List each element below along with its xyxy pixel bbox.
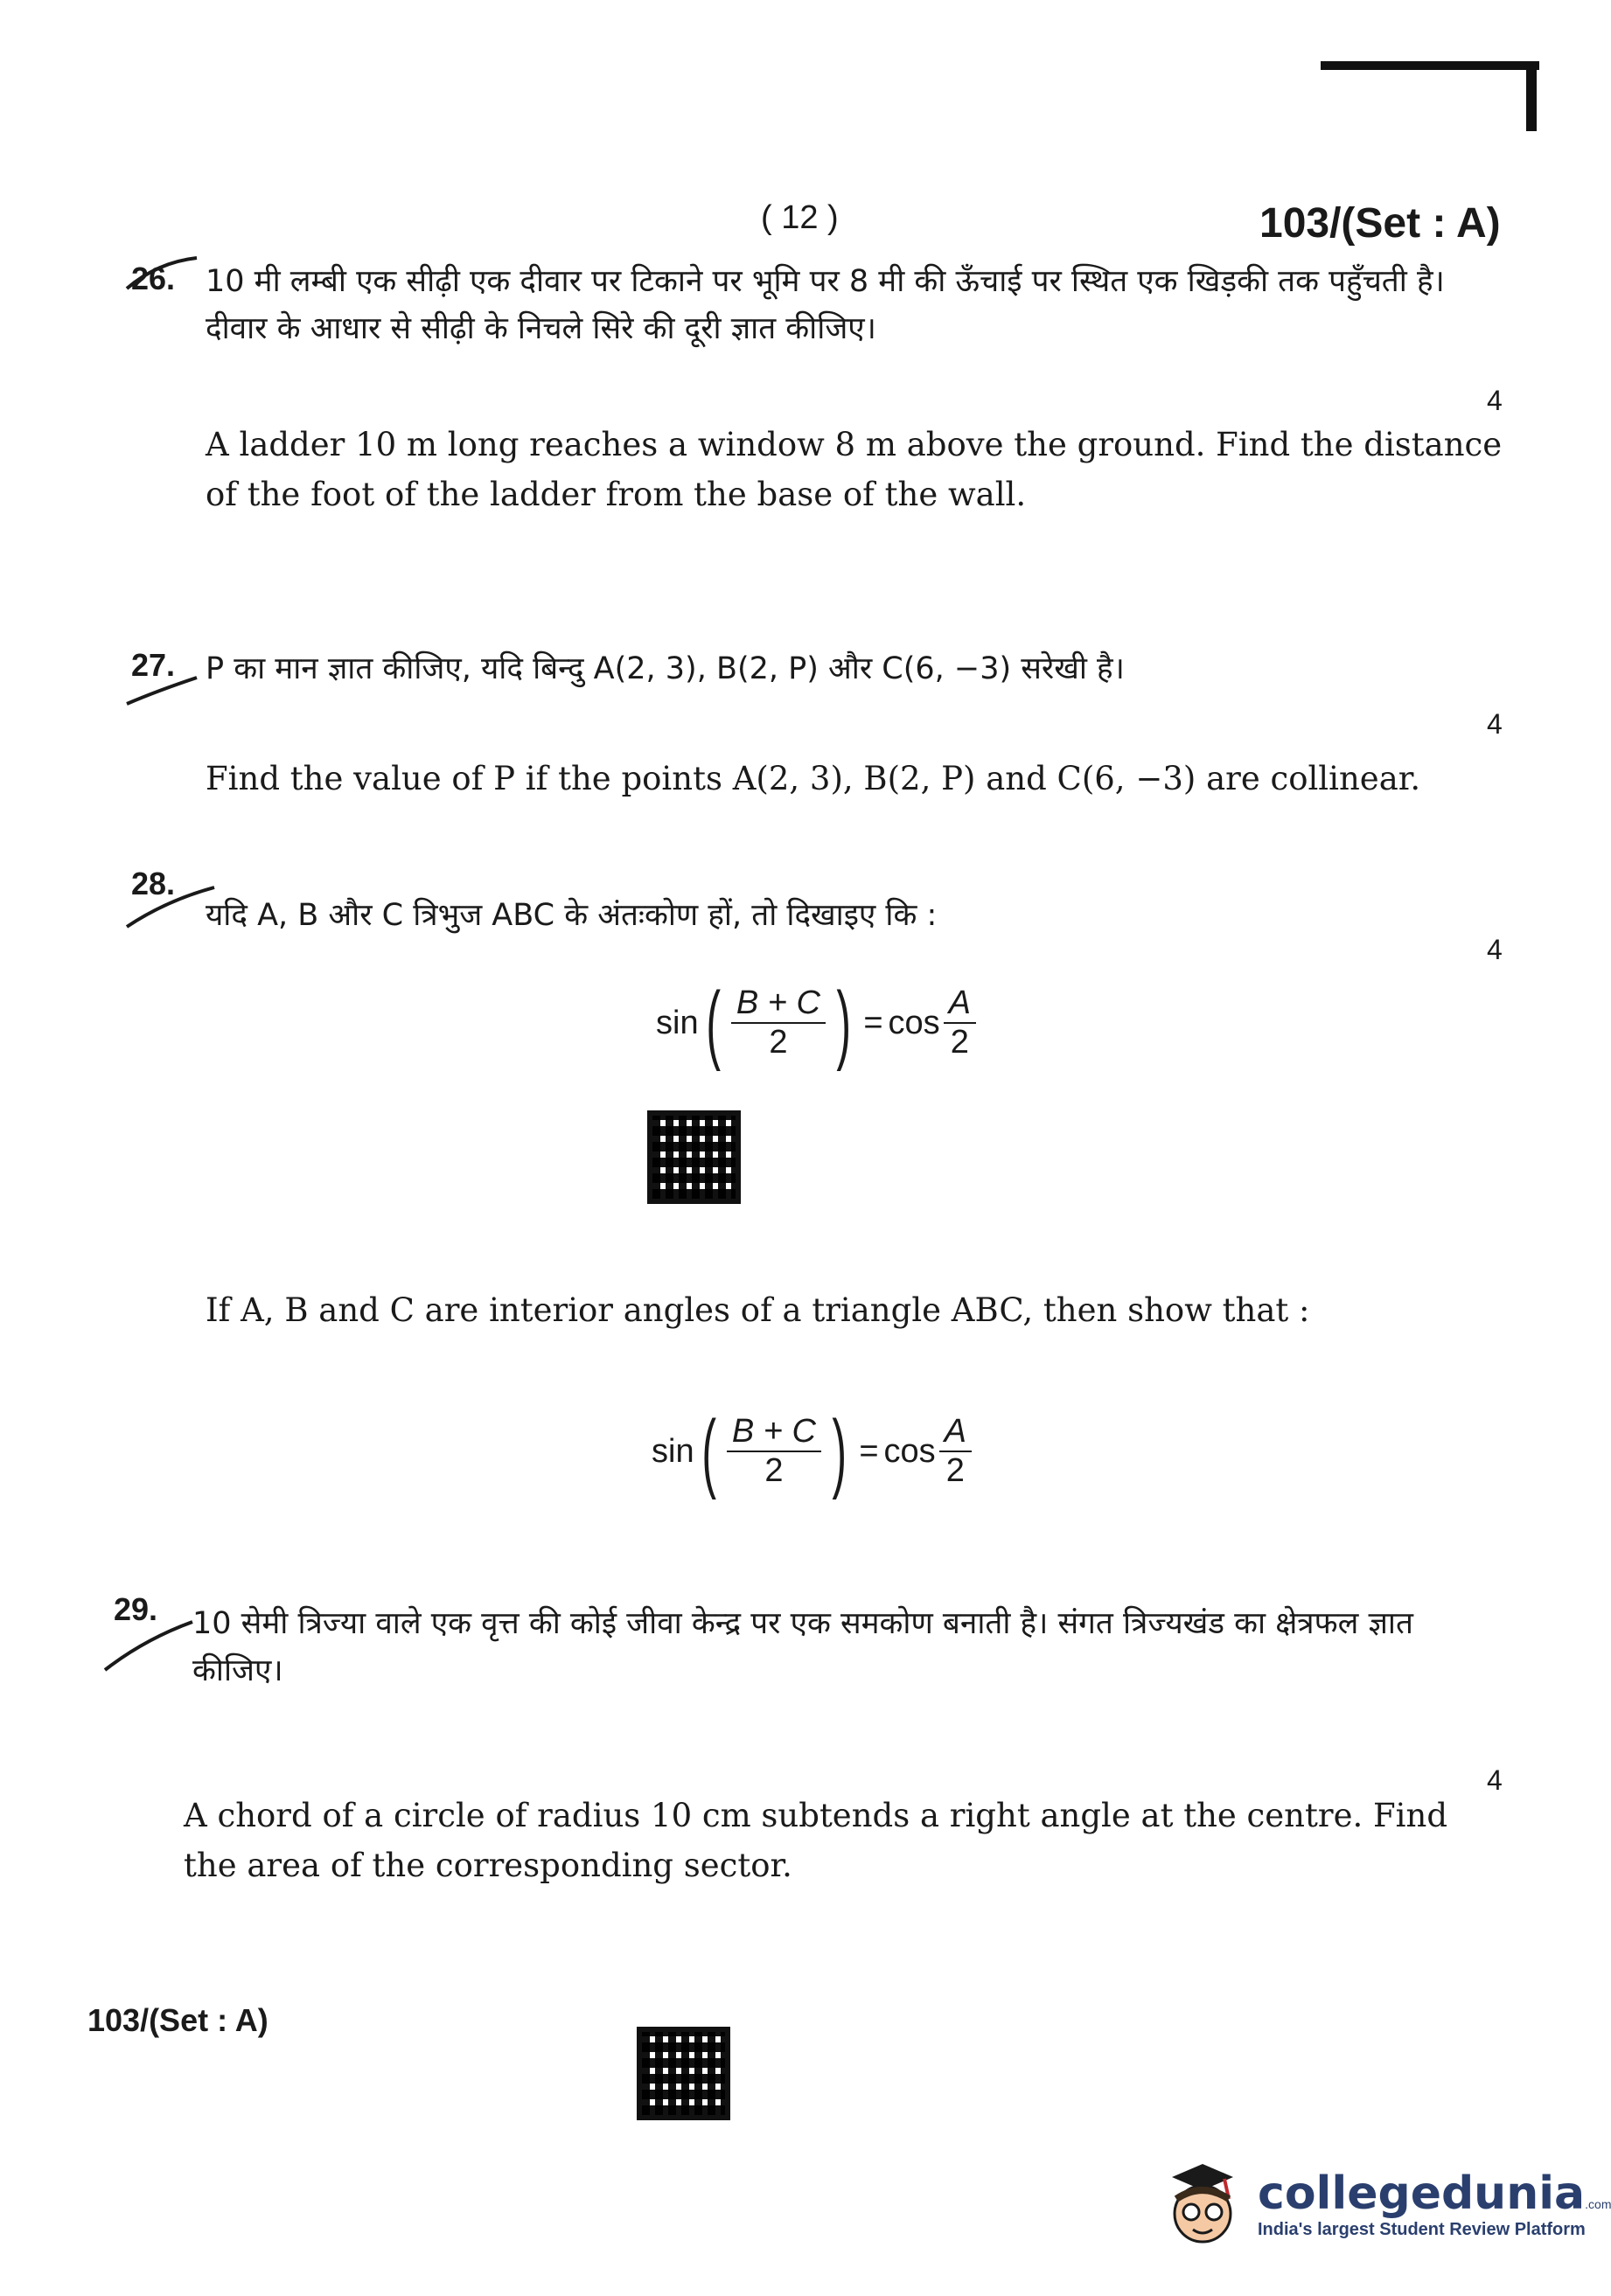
question-marks: 4 bbox=[1487, 1764, 1503, 1796]
question-number: 29. bbox=[114, 1591, 158, 1627]
tick-mark bbox=[101, 1618, 197, 1679]
brand-suffix: .com bbox=[1585, 2196, 1611, 2211]
identity-formula bbox=[652, 1402, 975, 1500]
question-marks: 4 bbox=[1487, 385, 1503, 416]
question-text-english: If A, B and C are interior angles of a triangle ABC, then show that : bbox=[206, 1291, 1310, 1329]
question-text-hindi: P का मान ज्ञात कीजिए, यदि बिन्दु A(2, 3), B(2, P) और C(6, −3) सरेखी है। bbox=[206, 651, 1125, 686]
question-text-english: Find the value of P if the points A(2, 3), B(2, P) and C(6, −3) are collinear. bbox=[206, 760, 1421, 797]
equals-sign: = bbox=[863, 1004, 883, 1041]
equals-sign: = bbox=[859, 1432, 879, 1470]
numerator: A bbox=[939, 1413, 972, 1452]
brand-block bbox=[1258, 2167, 1611, 2240]
scan-edge-mark bbox=[1526, 61, 1537, 131]
qr-code bbox=[647, 1110, 741, 1204]
cosine-function: cos bbox=[883, 1432, 936, 1470]
scan-edge-mark bbox=[1321, 61, 1539, 70]
question-number: 28. bbox=[131, 866, 176, 901]
question-number: 27. bbox=[131, 647, 176, 683]
collegedunia-watermark bbox=[1154, 2151, 1611, 2256]
tick-mark bbox=[122, 254, 201, 306]
question-text-hindi: 10 मी लम्बी एक सीढ़ी एक दीवार पर टिकाने पर भूमि पर 8 मी की ऊँचाई पर स्थित एक खिड़की तक पहुँचती है। दीवार के आधार से सीढ़ी के निचले सिरे की दूरी ज्ञात कीजिए। bbox=[206, 264, 1445, 347]
left-paren: ( bbox=[701, 1402, 716, 1500]
denominator: 2 bbox=[769, 1024, 788, 1061]
brand-tagline: India's largest Student Review Platform bbox=[1258, 2219, 1586, 2239]
page-number: ( 12 ) bbox=[761, 199, 839, 236]
denominator: 2 bbox=[764, 1452, 784, 1489]
question-text-english: A chord of a circle of radius 10 cm subtends a right angle at the centre. Find the area of the corresponding sector. bbox=[184, 1797, 1448, 1885]
numerator: B + C bbox=[731, 984, 826, 1024]
paper-code-header: 103/(Set : A) bbox=[1259, 200, 1501, 247]
question-marks: 4 bbox=[1487, 708, 1503, 740]
sine-function: sin bbox=[656, 1004, 699, 1041]
paper-code-footer: 103/(Set : A) bbox=[87, 2002, 268, 2038]
question-number: 26. bbox=[131, 261, 176, 296]
question-text-hindi: 10 सेमी त्रिज्या वाले एक वृत्त की कोई जीवा केन्द्र पर एक समकोण बनाती है। संगत त्रिज्यखंड का क्षेत्रफल ज्ञात कीजिए। bbox=[192, 1606, 1413, 1689]
question-text-hindi: यदि A, B और C त्रिभुज ABC के अंतःकोण हों, तो दिखाइए कि : bbox=[206, 898, 938, 933]
denominator: 2 bbox=[945, 1452, 965, 1489]
denominator: 2 bbox=[950, 1024, 969, 1061]
identity-formula bbox=[656, 974, 980, 1072]
mascot-icon bbox=[1154, 2151, 1242, 2256]
question-marks: 4 bbox=[1487, 934, 1503, 965]
qr-code bbox=[637, 2027, 730, 2120]
fraction bbox=[944, 984, 976, 1061]
fraction bbox=[939, 1413, 972, 1490]
cosine-function: cos bbox=[888, 1004, 940, 1041]
question-text-english: A ladder 10 m long reaches a window 8 m above the ground. Find the distance of the foot of the ladder from the base of the wall. bbox=[206, 426, 1503, 514]
left-paren: ( bbox=[705, 974, 721, 1072]
right-paren: ) bbox=[832, 1402, 847, 1500]
numerator: A bbox=[944, 984, 976, 1024]
numerator: B + C bbox=[727, 1413, 821, 1452]
fraction bbox=[727, 1413, 821, 1490]
tick-mark bbox=[122, 669, 201, 713]
tick-mark bbox=[122, 883, 219, 936]
brand-name: collegedunia bbox=[1258, 2167, 1586, 2220]
sine-function: sin bbox=[652, 1432, 694, 1470]
fraction bbox=[731, 984, 826, 1061]
right-paren: ) bbox=[836, 974, 851, 1072]
